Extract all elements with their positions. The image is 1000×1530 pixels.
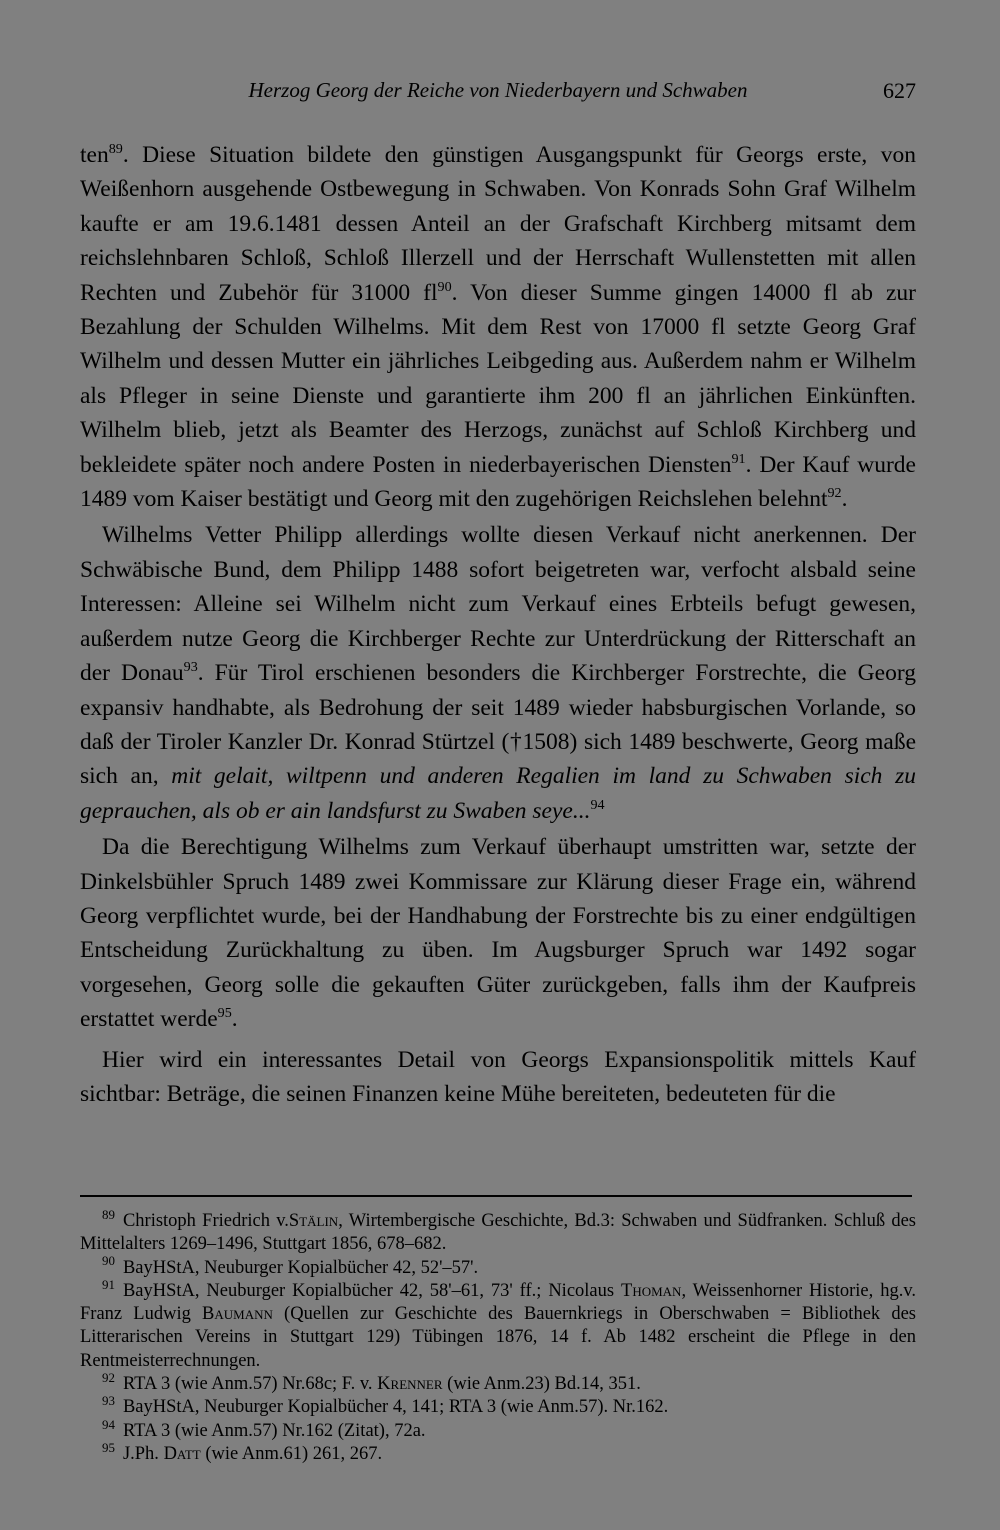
text-run: . Für Tirol erschienen besonders die Kirchberger Forstrechte, die Georg expansiv handhabte, als Bedrohung der seit 1489 wieder habsburgischen Vorlande, so daß der Tiroler Kanzler Dr. Konrad Stürtzel (†1508) sich 1489 beschwerte, Georg maße sich an, [80, 660, 916, 790]
footnote-91 [80, 1276, 916, 1373]
footnote-ref-91: 91 [731, 450, 746, 467]
footnote-92 [80, 1369, 916, 1396]
footnote-number: 93 [102, 1393, 115, 1409]
footnote-number: 94 [102, 1416, 115, 1432]
footnote-number: 95 [102, 1439, 115, 1455]
text-run: , Wirtembergische Geschichte, Bd.3: Schwaben und Südfranken. Schluß des Mittelalters 1269–1496, Stuttgart 1856, 678–682. [80, 1211, 916, 1255]
footnote-ref-89: 89 [108, 141, 123, 158]
footnote-ref-93: 93 [183, 659, 198, 676]
quotation: mit gelait, wiltpenn und anderen Regalien im land zu Schwaben sich zu geprauchen, als ob er ain landsfurst zu Swaben seye [80, 763, 916, 824]
footnote-89 [80, 1206, 916, 1257]
footnote-number: 90 [102, 1253, 115, 1269]
page-number: 627 [883, 78, 916, 103]
footnote-90 [80, 1253, 916, 1280]
footnotes [80, 1206, 916, 1466]
text-run: ten [80, 142, 109, 168]
paragraph-1 [80, 138, 916, 516]
text-run: BayHStA, Neuburger Kopialbücher 42, 58'–61, 73' ff.; Nicolaus [122, 1280, 622, 1301]
footnote-ref-92: 92 [827, 485, 842, 502]
text-run: . [231, 1006, 238, 1033]
text-run: RTA 3 (wie Anm.57) Nr.68c; F. v. [122, 1374, 378, 1395]
paragraph-3 [80, 830, 916, 1036]
text-run: . Von dieser Summe gingen 14000 fl ab zur Bezahlung der Schulden Wilhelms. Mit dem Rest von 17000 fl setzte Georg Graf Wilhelm und dessen Mutter ein jährliches Leibgeding aus. Außerdem nahm er Wilhelm als Pfleger in seine Dienste und garantierte ihm 200 fl an jährlichen Einkünften. Wilhelm blieb, jetzt als Beamter des Herzogs, zunächst auf Schloß Kirchberg und bekleidete später noch andere Posten in niederbayerischen Diensten [80, 279, 916, 478]
paragraph-4: Hier wird ein interessantes Detail von Georgs Expansionspolitik mittels Kauf sichtbar: Beträge, die seinen Finanzen keine Mühe bereiteten, bedeuteten für die [80, 1046, 916, 1107]
text-run: RTA 3 (wie Anm.57) Nr.162 (Zitat), 72a. [122, 1420, 426, 1441]
text-run: (Quellen zur Geschichte des Bauernkriegs in Oberschwaben = Bibliothek des Litterarischen Vereins in Stuttgart 129) Tübingen 1876, 14 f. Ab 1482 erscheint die Pflege in den Rentmeisterrechnungen. [80, 1304, 916, 1371]
paragraph-2 [80, 518, 916, 828]
author-name: Baumann [202, 1304, 273, 1325]
author-name: Krenner [377, 1374, 443, 1395]
text-run: . Diese Situation bildete den günstigen Ausgangspunkt für Georgs erste, von Weißenhorn ausgehende Ostbewegung in Schwaben. Von Konrads Sohn Graf Wilhelm kaufte er am 19.6.1481 dessen Anteil an der Grafschaft Kirchberg mitsamt dem reichslehnbaren Schloß, Schloß Illerzell und der Herrschaft Wullenstetten mit allen Rechten und Zubehör für 31000 fl [80, 142, 916, 306]
text-run: . [841, 486, 848, 513]
text-run: . Der Kauf wurde 1489 vom Kaiser bestätigt und Georg mit den zugehörigen Reichslehen belehnt [80, 451, 916, 513]
text-run: , Weissenhorner Historie, hg.v. Franz Ludwig [80, 1280, 916, 1325]
text-run: Wilhelms Vetter Philipp allerdings wollte diesen Verkauf nicht anerkennen. Der Schwäbische Bund, dem Philipp 1488 sofort beigetreten war, verfocht alsbald seine Interessen: Alleine sei Wilhelm nicht zum Verkauf eines Erbteils befugt gewesen, außerdem nutze Georg die Kirchberger Rechte zur Unterdrückung der Ritterschaft an der Donau [80, 522, 916, 687]
footnote-93 [80, 1393, 916, 1419]
footnote-ref-90: 90 [437, 278, 452, 295]
text-run: (wie Anm.61) 261, 267. [200, 1443, 383, 1464]
footnote-ref-94: 94 [590, 796, 605, 813]
main-text [80, 138, 916, 1111]
page-header [80, 74, 916, 114]
text-run: BayHStA, Neuburger Kopialbücher 4, 141; RTA 3 (wie Anm.57). Nr.162. [122, 1397, 669, 1418]
footnote-rule [80, 1195, 912, 1197]
text-run: BayHStA, Neuburger Kopialbücher 42, 52'–57'. [122, 1257, 479, 1278]
text-run: (wie Anm.23) Bd.14, 351. [442, 1374, 641, 1395]
running-title: Herzog Georg der Reiche von Niederbayern und Schwaben [248, 78, 748, 102]
text-run: Christoph Friedrich v. [122, 1211, 289, 1231]
footnote-94 [80, 1416, 916, 1443]
text-run: J.Ph. [122, 1443, 164, 1464]
text-run: Da die Berechtigung Wilhelms zum Verkauf überhaupt umstritten war, setzte der Dinkelsbühler Spruch 1489 zwei Kommissare zur Klärung dieser Frage ein, während Georg verpflichtet wurde, bei der Handhabung der Forstrechte bis zu einer endgültigen Entscheidung Zurückhaltung zu üben. Im Augsburger Spruch war 1492 sogar vorgesehen, Georg solle die gekauften Güter zurückgeben, falls ihm der Kaufpreis erstattet werde [80, 834, 916, 1033]
author-name: Thoman [621, 1280, 682, 1301]
ellipsis: ... [572, 797, 591, 824]
footnote-95 [80, 1439, 916, 1466]
footnote-number: 92 [102, 1369, 115, 1385]
footnote-number: 89 [102, 1206, 115, 1222]
author-name: Datt [163, 1443, 201, 1464]
author-name: Stälin [288, 1211, 339, 1231]
footnote-ref-95: 95 [217, 1005, 232, 1022]
footnote-number: 91 [102, 1276, 115, 1292]
